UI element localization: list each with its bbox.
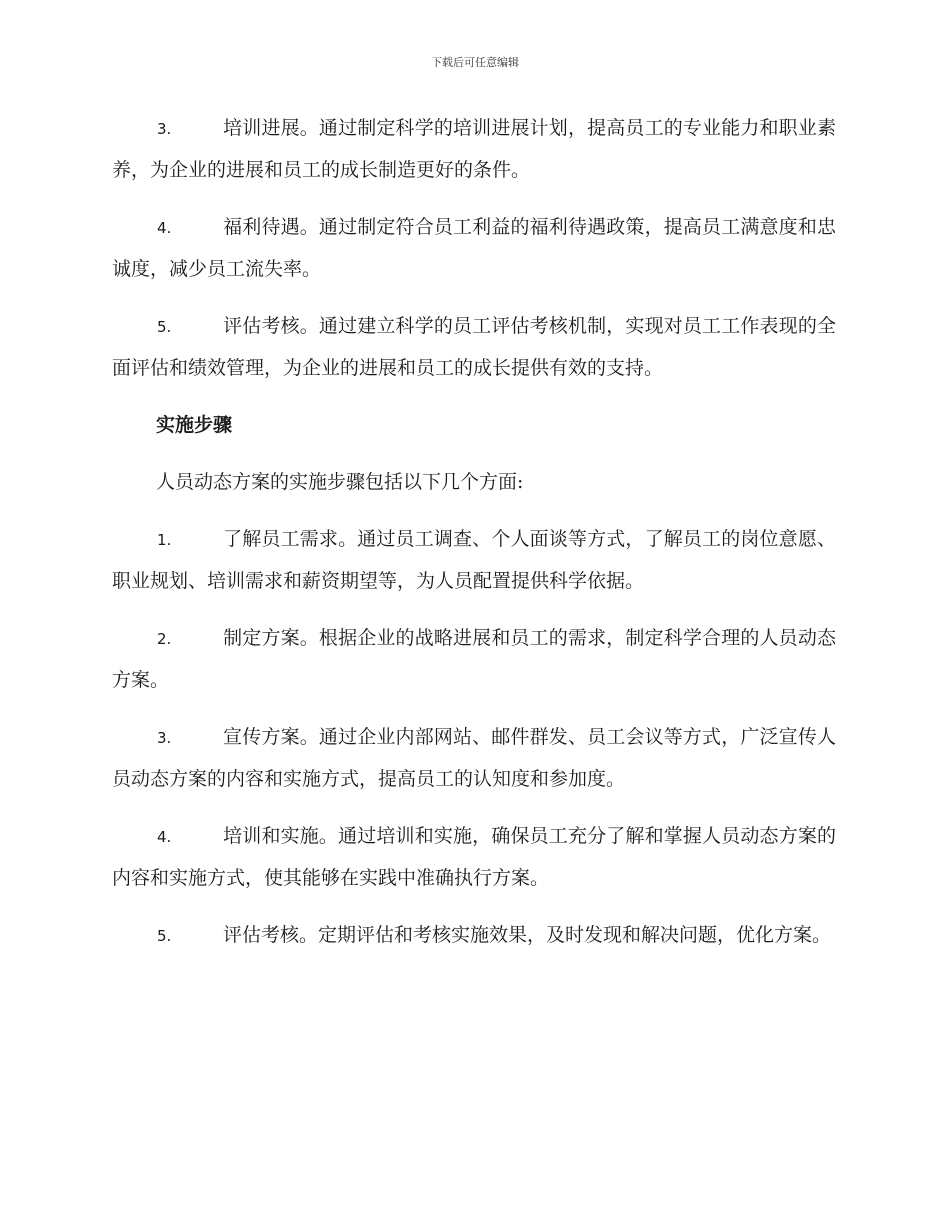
- list-item-text: 评估考核。通过建立科学的员工评估考核机制，实现对员工工作表现的全面评估和绩效管理，为企业的进展和员工的成长提供有效的支持。: [112, 315, 836, 379]
- list-item-text: 了解员工需求。通过员工调查、个人面谈等方式，了解员工的岗位意愿、职业规划、培训需求和薪资期望等，为人员配置提供科学依据。: [112, 528, 836, 592]
- list-item-text: 宣传方案。通过企业内部网站、邮件群发、员工会议等方式，广泛宣传人员动态方案的内容和实施方式，提高员工的认知度和参加度。: [112, 726, 836, 790]
- section-intro: 人员动态方案的实施步骤包括以下几个方面:: [156, 471, 524, 493]
- list-item: [112, 306, 836, 389]
- list-item-number: 4.: [157, 828, 172, 846]
- section-heading: 实施步骤: [156, 414, 233, 436]
- list-item: [112, 915, 836, 957]
- list-item: [112, 207, 836, 290]
- list-item-number: 4.: [157, 219, 172, 237]
- list-item-text: 评估考核。定期评估和考核实施效果，及时发现和解决问题，优化方案。: [223, 924, 832, 946]
- list-item-number: 3.: [157, 729, 172, 747]
- list-item-number: 3.: [157, 120, 172, 138]
- list-item-number: 5.: [157, 927, 172, 945]
- list-item: [112, 816, 836, 899]
- list-item: [112, 717, 836, 800]
- list-item-number: 1.: [157, 531, 172, 549]
- list-item-text: 培训和实施。通过培训和实施，确保员工充分了解和掌握人员动态方案的内容和实施方式，使其能够在实践中准确执行方案。: [112, 825, 836, 889]
- list-item: [112, 519, 836, 602]
- list-item-text: 培训进展。通过制定科学的培训进展计划，提高员工的专业能力和职业素养，为企业的进展和员工的成长制造更好的条件。: [112, 117, 836, 181]
- list-item-text: 福利待遇。通过制定符合员工利益的福利待遇政策，提高员工满意度和忠诚度，减少员工流失率。: [112, 216, 836, 280]
- page-header: 下载后可任意编辑: [431, 56, 519, 69]
- document-body: [112, 108, 836, 973]
- list-item-number: 5.: [157, 318, 172, 336]
- list-item-text: 制定方案。根据企业的战略进展和员工的需求，制定科学合理的人员动态方案。: [112, 627, 836, 691]
- list-item: [112, 108, 836, 191]
- list-item: [112, 618, 836, 701]
- list-item-number: 2.: [157, 630, 172, 648]
